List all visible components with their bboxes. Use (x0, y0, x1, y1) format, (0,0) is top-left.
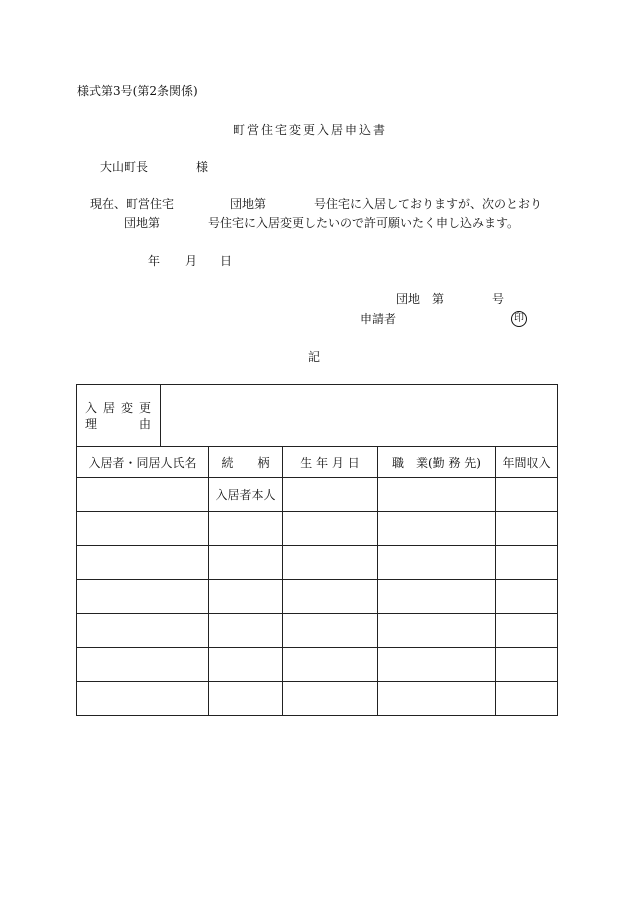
table-row (77, 512, 558, 546)
relation-cell: 入居者本人 (209, 478, 283, 512)
income-cell[interactable] (496, 580, 558, 614)
addressee-honorific: 様 (196, 160, 209, 174)
reason-row (77, 385, 558, 447)
form-number: 様式第3号(第2条関係) (77, 84, 198, 98)
relation-cell[interactable] (209, 580, 283, 614)
name-cell[interactable] (77, 546, 209, 580)
relation-cell[interactable] (209, 546, 283, 580)
name-cell[interactable] (77, 614, 209, 648)
header-occupation: 職 業(勤 務 先) (378, 447, 496, 478)
birthdate-cell[interactable] (283, 682, 378, 716)
header-name: 入居者・同居人氏名 (77, 447, 209, 478)
income-cell[interactable] (496, 512, 558, 546)
name-cell[interactable] (77, 478, 209, 512)
reason-input-cell[interactable] (161, 385, 558, 447)
occupation-cell[interactable] (378, 580, 496, 614)
relation-cell[interactable] (209, 614, 283, 648)
applicant-go: 号 (492, 292, 505, 306)
name-cell[interactable] (77, 682, 209, 716)
relation-cell[interactable] (209, 682, 283, 716)
name-cell[interactable] (77, 512, 209, 546)
birthdate-cell[interactable] (283, 512, 378, 546)
applicant-label: 申請者 (360, 312, 397, 326)
table-row (77, 614, 558, 648)
body-line1-danchi: 団地第 (230, 197, 267, 211)
occupation-cell[interactable] (378, 512, 496, 546)
header-income: 年間収入 (496, 447, 558, 478)
income-cell[interactable] (496, 648, 558, 682)
seal-icon: 印 (511, 311, 527, 327)
occupation-cell[interactable] (378, 478, 496, 512)
date-month: 月 (185, 254, 198, 268)
header-relation: 続 柄 (209, 447, 283, 478)
applicant-dai: 第 (432, 292, 445, 306)
date-year: 年 (148, 254, 161, 268)
birthdate-cell[interactable] (283, 648, 378, 682)
page-title: 町営住宅変更入居申込書 (233, 123, 388, 137)
ki-heading: 記 (308, 350, 321, 364)
body-line2-rest: 号住宅に入居変更したいので許可願いたく申し込みます。 (208, 216, 520, 230)
birthdate-cell[interactable] (283, 478, 378, 512)
reason-label (77, 385, 161, 447)
table-row (77, 580, 558, 614)
body-line1-rest: 号住宅に入居しておりますが、次のとおり (314, 197, 543, 211)
income-cell[interactable] (496, 546, 558, 580)
relation-cell[interactable] (209, 512, 283, 546)
table-row (77, 648, 558, 682)
occupation-cell[interactable] (378, 682, 496, 716)
name-cell[interactable] (77, 580, 209, 614)
date-day: 日 (220, 254, 233, 268)
body-line2-danchi: 団地第 (124, 216, 161, 230)
relation-cell[interactable] (209, 648, 283, 682)
table-row (77, 546, 558, 580)
name-cell[interactable] (77, 648, 209, 682)
occupation-cell[interactable] (378, 648, 496, 682)
table-row (77, 478, 558, 512)
table-row (77, 682, 558, 716)
application-table (76, 384, 558, 716)
income-cell[interactable] (496, 614, 558, 648)
occupation-cell[interactable] (378, 546, 496, 580)
income-cell[interactable] (496, 478, 558, 512)
birthdate-cell[interactable] (283, 614, 378, 648)
applicant-danchi: 団地 (396, 292, 421, 306)
body-line1-current-housing: 現在、町営住宅 (90, 197, 175, 211)
occupation-cell[interactable] (378, 614, 496, 648)
birthdate-cell[interactable] (283, 580, 378, 614)
income-cell[interactable] (496, 682, 558, 716)
header-birthdate: 生 年 月 日 (283, 447, 378, 478)
table-header-row (77, 447, 558, 478)
reason-label-line2: 理 由 (85, 416, 158, 431)
addressee: 大山町長 (100, 160, 149, 174)
reason-label-line1: 入居変更 (85, 400, 158, 415)
birthdate-cell[interactable] (283, 546, 378, 580)
